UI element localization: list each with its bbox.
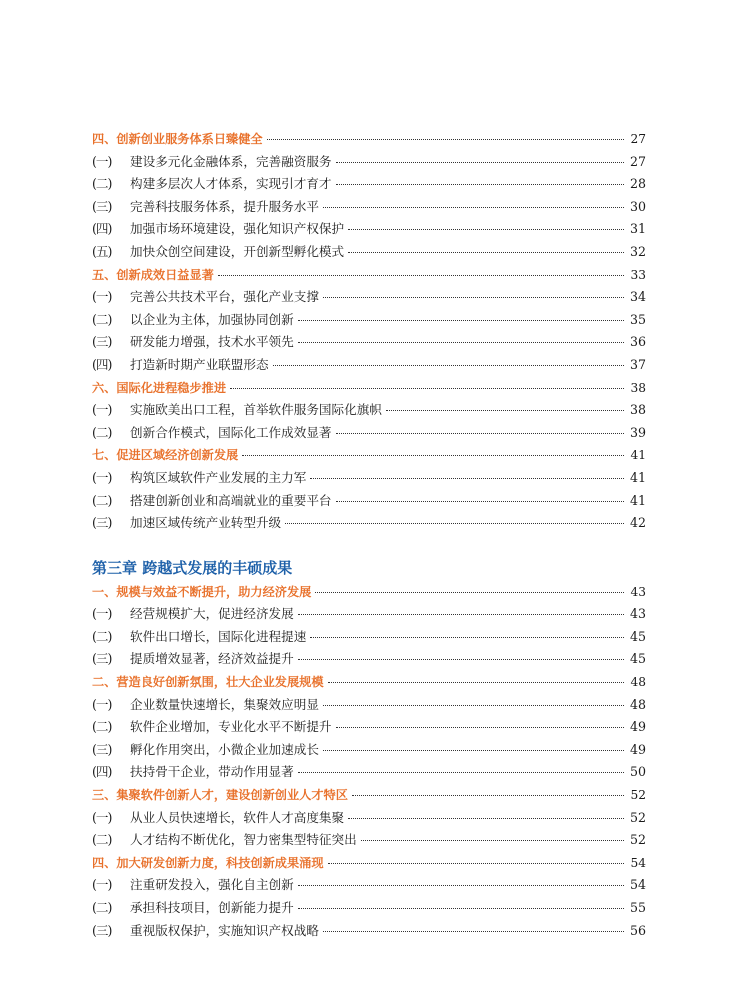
toc-page-number: 55 — [629, 900, 646, 915]
dot-leader — [336, 726, 625, 728]
toc-entry-title: 加强市场环境建设，强化知识产权保护 — [130, 221, 345, 237]
toc-entry-title: 企业数量快速增长，集聚效应明显 — [130, 696, 319, 712]
toc-page-number: 52 — [629, 809, 646, 825]
toc-page-number: 28 — [629, 176, 646, 192]
dot-leader — [310, 636, 624, 638]
toc-page-number: 41 — [629, 469, 646, 485]
toc-page-number: 38 — [630, 380, 646, 395]
toc-entry-title: 加快众创空间建设，开创新型孵化模式 — [130, 243, 345, 259]
dot-leader — [323, 704, 624, 706]
toc-page-number: 36 — [629, 334, 646, 350]
dot-leader — [298, 771, 624, 773]
toc-section-entry[interactable] — [92, 852, 646, 875]
toc-entry-title: 打造新时期产业联盟形态 — [130, 356, 269, 372]
dot-leader — [267, 138, 624, 140]
toc-entry-title: 建设多元化金融体系，完善融资服务 — [130, 153, 332, 169]
toc-entry-number: (三) — [92, 651, 112, 667]
toc-entry-number: (一) — [92, 289, 112, 305]
dot-leader — [348, 251, 624, 253]
toc-entry-number: (一) — [92, 809, 112, 825]
toc-entry-number: (二) — [92, 311, 112, 327]
toc-subsection-entry[interactable] — [92, 694, 646, 717]
toc-page-number: 48 — [630, 675, 646, 690]
toc-subsection-entry[interactable] — [92, 218, 646, 241]
toc-entry-title: 构建多层次人才体系，实现引才育才 — [130, 176, 332, 192]
toc-entry-title: 构筑区域软件产业发展的主力军 — [130, 469, 307, 485]
toc-section-entry[interactable] — [92, 581, 646, 604]
toc-entry-number: (三) — [92, 198, 112, 214]
toc-entry-title: 四、创新创业服务体系日臻健全 — [92, 132, 263, 146]
toc-page-number: 39 — [629, 424, 646, 440]
toc-page-number: 38 — [629, 402, 646, 418]
toc-subsection-entry[interactable] — [92, 897, 646, 920]
toc-subsection-entry[interactable] — [92, 739, 646, 762]
toc-subsection-entry[interactable] — [92, 309, 646, 332]
toc-subsection-entry[interactable] — [92, 920, 646, 943]
toc-entry-number: (二) — [92, 900, 112, 915]
toc-entry-number: (二) — [92, 628, 112, 644]
dot-leader — [298, 613, 624, 615]
dot-leader — [336, 500, 625, 502]
toc-page-number: 52 — [629, 832, 646, 848]
toc-subsection-entry[interactable] — [92, 626, 646, 649]
toc-page-number: 27 — [629, 153, 646, 169]
toc-entry-title: 孵化作用突出，小微企业加速成长 — [130, 741, 319, 757]
toc-page-number: 41 — [630, 448, 646, 463]
chapter-heading[interactable]: 第三章 跨越式发展的丰硕成果 — [92, 558, 293, 577]
dot-leader — [336, 161, 625, 163]
toc-entry-title: 七、促进区域经济创新发展 — [92, 448, 239, 463]
toc-section-chapter-2-continued — [92, 128, 646, 535]
toc-subsection-entry[interactable] — [92, 716, 646, 739]
dot-leader — [298, 907, 624, 909]
toc-entry-title: 提质增效显著，经济效益提升 — [130, 651, 294, 667]
toc-subsection-entry[interactable] — [92, 807, 646, 830]
toc-page-number: 41 — [629, 492, 646, 508]
toc-subsection-entry[interactable] — [92, 151, 646, 174]
toc-section-chapter-3 — [92, 581, 646, 943]
toc-page-number: 27 — [630, 132, 646, 146]
toc-section-entry[interactable] — [92, 264, 646, 287]
toc-page-number: 49 — [629, 741, 646, 757]
toc-page-number: 43 — [629, 606, 646, 622]
toc-subsection-entry[interactable] — [92, 196, 646, 219]
toc-entry-title: 五、创新成效日益显著 — [92, 267, 214, 282]
toc-entry-title: 创新合作模式，国际化工作成效显著 — [130, 424, 332, 440]
toc-entry-number: (三) — [92, 334, 112, 350]
dot-leader — [242, 454, 624, 456]
dot-leader — [323, 749, 624, 751]
toc-entry-title: 实施欧美出口工程，首举软件服务国际化旗帜 — [130, 402, 382, 418]
dot-leader — [315, 591, 624, 593]
toc-section-entry[interactable] — [92, 444, 646, 467]
toc-entry-title: 加速区域传统产业转型升级 — [130, 515, 282, 531]
toc-page-number: 42 — [629, 515, 646, 531]
toc-subsection-entry[interactable] — [92, 422, 646, 445]
toc-entry-number: (一) — [92, 469, 112, 485]
toc-entry-number: (一) — [92, 153, 112, 169]
dot-leader — [310, 477, 624, 479]
toc-subsection-entry[interactable] — [92, 648, 646, 671]
toc-subsection-entry[interactable] — [92, 399, 646, 422]
toc-page-number: 45 — [629, 628, 646, 644]
toc-entry-number: (一) — [92, 606, 112, 622]
toc-entry-title: 以企业为主体，加强协同创新 — [130, 311, 294, 327]
toc-entry-number: (五) — [92, 243, 112, 259]
toc-page-number: 45 — [629, 651, 646, 667]
dot-leader — [386, 409, 624, 411]
toc-page-number: 49 — [629, 719, 646, 735]
dot-leader — [273, 364, 624, 366]
toc-section-entry[interactable] — [92, 128, 646, 151]
toc-entry-number: (三) — [92, 922, 112, 938]
toc-page-number: 32 — [629, 243, 646, 259]
toc-page-number: 48 — [629, 696, 646, 712]
dot-leader — [352, 794, 624, 796]
dot-leader — [348, 228, 624, 230]
toc-entry-title: 三、集聚软件创新人才，建设创新创业人才特区 — [92, 788, 348, 803]
toc-subsection-entry[interactable] — [92, 603, 646, 626]
dot-leader — [298, 884, 624, 886]
toc-subsection-entry[interactable] — [92, 354, 646, 377]
toc-subsection-entry[interactable] — [92, 761, 646, 784]
toc-entry-number: (四) — [92, 356, 112, 372]
toc-page-number: 35 — [629, 311, 646, 327]
toc-page-number: 37 — [629, 356, 646, 372]
toc-entry-number: (四) — [92, 764, 112, 780]
toc-entry-number: (二) — [92, 424, 112, 440]
toc-subsection-entry[interactable] — [92, 829, 646, 852]
toc-page-number: 54 — [630, 855, 646, 870]
toc-entry-title: 软件出口增长，国际化进程提速 — [130, 628, 307, 644]
toc-section-entry[interactable] — [92, 377, 646, 400]
toc-page-number: 50 — [629, 764, 646, 780]
toc-entry-title: 研发能力增强，技术水平领先 — [130, 334, 294, 350]
toc-entry-number: (二) — [92, 492, 112, 508]
toc-entry-title: 人才结构不断优化，智力密集型特征突出 — [130, 832, 357, 848]
toc-entry-title: 注重研发投入，强化自主创新 — [130, 877, 294, 893]
toc-entry-number: (二) — [92, 832, 112, 848]
toc-section-entry[interactable] — [92, 671, 646, 694]
toc-section-entry[interactable] — [92, 784, 646, 807]
toc-page-number: 34 — [629, 289, 646, 305]
toc-entry-title: 从业人员快速增长，软件人才高度集聚 — [130, 809, 345, 825]
toc-entry-title: 四、加大研发创新力度，科技创新成果涌现 — [92, 855, 324, 870]
toc-entry-number: (四) — [92, 221, 112, 237]
toc-entry-title: 重视版权保护，实施知识产权战略 — [130, 922, 319, 938]
toc-page-number: 31 — [629, 221, 646, 237]
toc-entry-number: (三) — [92, 741, 112, 757]
toc-subsection-entry[interactable] — [92, 467, 646, 490]
dot-leader — [323, 930, 624, 932]
dot-leader — [336, 183, 625, 185]
toc-entry-title: 六、国际化进程稳步推进 — [92, 380, 227, 395]
toc-page-number: 56 — [629, 922, 646, 938]
dot-leader — [328, 862, 624, 864]
toc-subsection-entry[interactable] — [92, 331, 646, 354]
dot-leader — [218, 274, 624, 276]
dot-leader — [323, 296, 624, 298]
toc-entry-number: (二) — [92, 719, 112, 735]
toc-subsection-entry[interactable] — [92, 241, 646, 264]
table-of-contents — [92, 128, 646, 942]
dot-leader — [348, 817, 624, 819]
toc-subsection-entry[interactable] — [92, 490, 646, 513]
toc-entry-number: (三) — [92, 515, 112, 531]
dot-leader — [298, 658, 624, 660]
dot-leader — [361, 839, 624, 841]
toc-page-number: 54 — [629, 877, 646, 893]
dot-leader — [298, 341, 624, 343]
toc-subsection-entry[interactable] — [92, 874, 646, 897]
dot-leader — [323, 206, 624, 208]
dot-leader — [336, 432, 625, 434]
toc-page-number: 33 — [630, 267, 646, 282]
toc-entry-number: (一) — [92, 877, 112, 893]
toc-page-number: 30 — [629, 198, 646, 214]
toc-subsection-entry[interactable] — [92, 512, 646, 535]
dot-leader — [285, 522, 624, 524]
toc-subsection-entry[interactable] — [92, 286, 646, 309]
toc-page-number: 43 — [630, 584, 646, 599]
toc-entry-title: 软件企业增加，专业化水平不断提升 — [130, 719, 332, 735]
toc-page-number: 52 — [630, 788, 646, 803]
toc-entry-title: 承担科技项目，创新能力提升 — [130, 900, 294, 915]
toc-entry-title: 搭建创新创业和高端就业的重要平台 — [130, 492, 332, 508]
toc-entry-title: 二、营造良好创新氛围，壮大企业发展规模 — [92, 675, 324, 690]
toc-entry-number: (一) — [92, 696, 112, 712]
toc-entry-title: 完善公共技术平台，强化产业支撑 — [130, 289, 319, 305]
toc-entry-title: 扶持骨干企业，带动作用显著 — [130, 764, 294, 780]
toc-entry-number: (一) — [92, 402, 112, 418]
toc-subsection-entry[interactable] — [92, 173, 646, 196]
dot-leader — [230, 387, 624, 389]
dot-leader — [298, 319, 624, 321]
toc-entry-number: (二) — [92, 176, 112, 192]
dot-leader — [328, 681, 624, 683]
toc-entry-title: 一、规模与效益不断提升，助力经济发展 — [92, 584, 312, 599]
toc-entry-title: 完善科技服务体系，提升服务水平 — [130, 198, 319, 214]
toc-entry-title: 经营规模扩大，促进经济发展 — [130, 606, 294, 622]
